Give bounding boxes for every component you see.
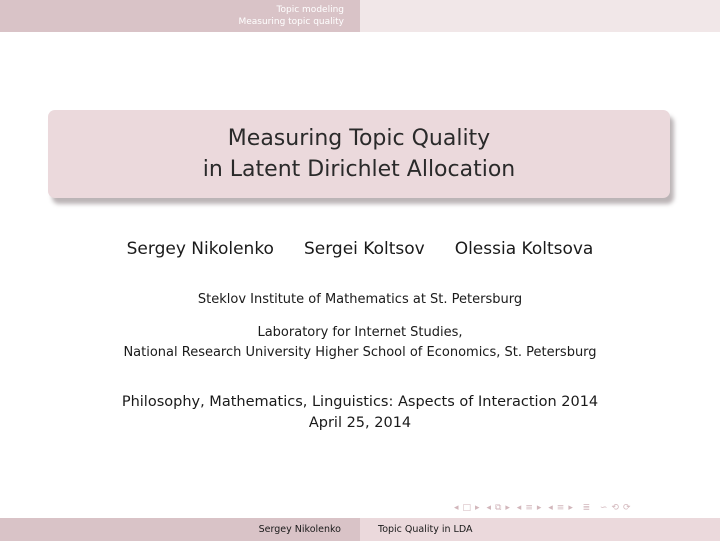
conference-date: April 25, 2014 [308, 415, 412, 431]
nav-prev-subsection-icon[interactable]: ◂ [513, 503, 522, 513]
beamer-navigation-symbols [454, 501, 712, 515]
title-line-2: in Latent Dirichlet Allocation [202, 157, 516, 182]
nav-frame-icon[interactable]: ⧉ [494, 503, 502, 513]
nav-next-slide-icon[interactable]: ▸ [475, 503, 480, 513]
footer-author: Sergey Nikolenko [258, 524, 341, 535]
nav-slide-icon[interactable]: □ [462, 503, 472, 513]
footer-title-panel [360, 518, 720, 541]
author-2: Sergei Koltsov [303, 239, 425, 259]
nav-section-icon[interactable]: ≡ [556, 503, 565, 513]
nav-subsection-link[interactable]: Measuring topic quality [238, 17, 344, 27]
nav-next-subsection-icon[interactable]: ▸ [536, 503, 542, 513]
footer-short-title: Topic Quality in LDA [378, 524, 473, 535]
authors [0, 237, 720, 261]
institution-2-line-2: National Research University Higher School of Economics, St. Petersburg [123, 345, 597, 360]
institution-1-text: Steklov Institute of Mathematics at St. Petersburg [197, 292, 523, 307]
institution-2-line-1: Laboratory for Internet Studies, [257, 325, 463, 340]
header-section-panel [0, 0, 360, 32]
conference [0, 392, 720, 434]
nav-subsection-icon[interactable]: ≡ [525, 503, 533, 513]
nav-search-icon[interactable]: ∽ [594, 503, 608, 513]
nav-next-frame-icon[interactable]: ▸ [505, 503, 510, 513]
title-line-1: Measuring Topic Quality [227, 126, 491, 151]
title-box [48, 110, 670, 198]
institution-1 [0, 291, 720, 309]
nav-back-icon[interactable]: ⟲ [611, 503, 619, 513]
author-1: Sergey Nikolenko [126, 239, 274, 259]
nav-prev-frame-icon[interactable]: ◂ [483, 503, 491, 513]
header-right-panel [360, 0, 720, 32]
nav-forward-icon[interactable]: ⟳ [622, 503, 631, 513]
header-navigation [0, 0, 720, 32]
institution-2 [0, 323, 720, 363]
conference-name: Philosophy, Mathematics, Linguistics: Aspects of Interaction 2014 [121, 394, 599, 410]
nav-appendix-icon[interactable]: ≣ [576, 503, 591, 513]
author-3: Olessia Koltsova [454, 239, 594, 259]
nav-section-link[interactable]: Topic modeling [276, 5, 344, 15]
footer [0, 518, 720, 541]
nav-prev-slide-icon[interactable]: ◂ [454, 503, 459, 513]
nav-next-section-icon[interactable]: ▸ [568, 503, 573, 513]
nav-prev-section-icon[interactable]: ◂ [545, 503, 553, 513]
footer-author-panel [0, 518, 360, 541]
